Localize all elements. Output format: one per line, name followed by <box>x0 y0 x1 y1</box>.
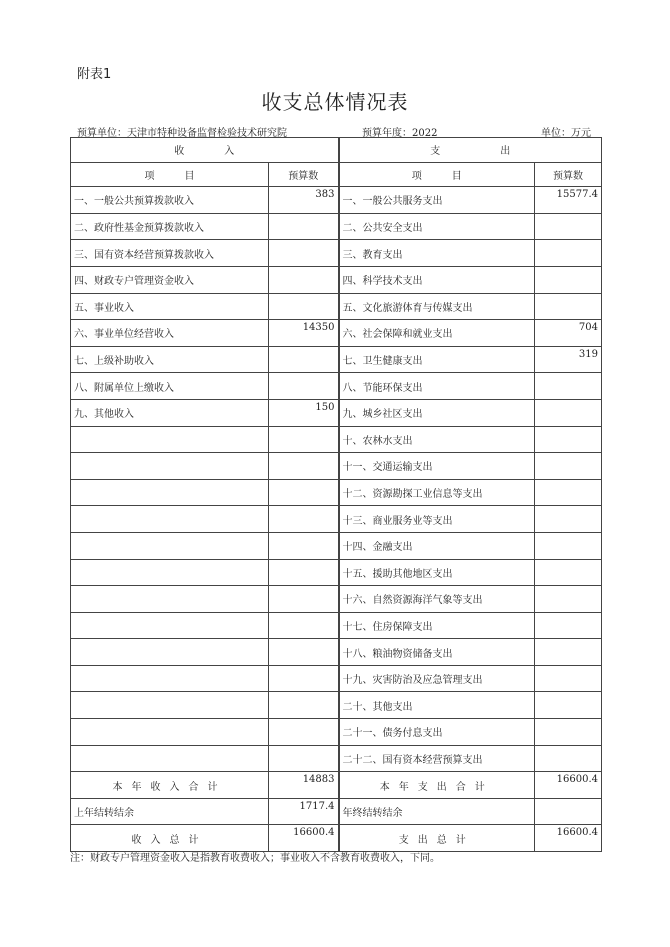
expense-item-cell: 一、一般公共服务支出 <box>339 187 535 214</box>
expense-value-cell <box>535 213 602 240</box>
income-item-cell: 六、事业单位经营收入 <box>71 320 269 347</box>
expense-value-cell <box>535 266 602 293</box>
income-value-cell <box>269 692 339 719</box>
expense-item-cell: 八、节能环保支出 <box>339 373 535 400</box>
expense-header: 支 出 <box>339 138 602 163</box>
currency-unit: 单位：万元 <box>541 128 591 139</box>
income-item-cell: 二、政府性基金预算拨款收入 <box>71 213 269 240</box>
income-item-cell <box>71 479 269 506</box>
expense-value-cell <box>535 506 602 533</box>
expense-value-cell <box>535 373 602 400</box>
expense-value-cell <box>535 692 602 719</box>
expense-item-cell: 十九、灾害防治及应急管理支出 <box>339 665 535 692</box>
grand-total-row <box>71 825 602 852</box>
table-row <box>71 213 602 240</box>
income-value-cell <box>269 719 339 746</box>
income-total-label: 收入总计 <box>71 825 269 852</box>
table-row <box>71 532 602 559</box>
table-row <box>71 266 602 293</box>
income-item-cell: 三、国有资本经营预算拨款收入 <box>71 240 269 267</box>
income-budget-header: 预算数 <box>269 162 339 187</box>
expense-total-label: 支出总计 <box>339 825 535 852</box>
income-value-cell <box>269 266 339 293</box>
income-value-cell <box>269 453 339 480</box>
income-item-cell: 八、附属单位上缴收入 <box>71 373 269 400</box>
expense-value-cell: 15577.4 <box>535 187 602 214</box>
expense-item-cell: 四、科学技术支出 <box>339 266 535 293</box>
expense-value-cell: 319 <box>535 346 602 373</box>
income-value-cell <box>269 559 339 586</box>
expense-value-cell <box>535 399 602 426</box>
expense-value-cell <box>535 293 602 320</box>
income-value-cell <box>269 532 339 559</box>
expense-value-cell <box>535 665 602 692</box>
budget-unit: 预算单位：天津市特种设备监督检验技术研究院 <box>77 128 287 139</box>
table-row <box>71 586 602 613</box>
expense-value-cell <box>535 639 602 666</box>
income-value-cell <box>269 745 339 772</box>
expense-value-cell <box>535 612 602 639</box>
income-total-value: 14883 <box>269 772 339 799</box>
expense-total-value <box>535 798 602 825</box>
expense-item-cell: 六、社会保障和就业支出 <box>339 320 535 347</box>
page-title: 收支总体情况表 <box>261 90 409 114</box>
expense-item-cell: 十一、交通运输支出 <box>339 453 535 480</box>
income-value-cell <box>269 426 339 453</box>
table-row <box>71 293 602 320</box>
income-total-value: 16600.4 <box>269 825 339 852</box>
income-item-cell <box>71 719 269 746</box>
table-row <box>71 479 602 506</box>
year-total-row <box>71 772 602 799</box>
income-value-cell: 383 <box>269 187 339 214</box>
income-value-cell <box>269 373 339 400</box>
table-row <box>71 612 602 639</box>
expense-item-cell: 二十、其他支出 <box>339 692 535 719</box>
expense-value-cell <box>535 586 602 613</box>
expense-value-cell <box>535 240 602 267</box>
income-value-cell <box>269 586 339 613</box>
expense-item-cell: 十、农林水支出 <box>339 426 535 453</box>
appendix-label: 附表1 <box>77 67 112 82</box>
table-row <box>71 426 602 453</box>
table-row <box>71 373 602 400</box>
expense-total-value: 16600.4 <box>535 772 602 799</box>
expense-budget-header: 预算数 <box>535 162 602 187</box>
expense-item-cell: 十七、住房保障支出 <box>339 612 535 639</box>
income-value-cell: 14350 <box>269 320 339 347</box>
expense-value-cell <box>535 559 602 586</box>
income-value-cell <box>269 665 339 692</box>
income-item-cell: 一、一般公共预算拨款收入 <box>71 187 269 214</box>
income-value-cell <box>269 240 339 267</box>
expense-item-cell: 十六、自然资源海洋气象等支出 <box>339 586 535 613</box>
income-item-cell <box>71 426 269 453</box>
table-row <box>71 719 602 746</box>
expense-item-cell: 九、城乡社区支出 <box>339 399 535 426</box>
budget-year: 预算年度：2022 <box>362 128 438 139</box>
income-value-cell <box>269 293 339 320</box>
table-row <box>71 506 602 533</box>
expense-item-cell: 五、文化旅游体育与传媒支出 <box>339 293 535 320</box>
table-row <box>71 187 602 214</box>
income-item-cell <box>71 532 269 559</box>
expense-item-cell: 十二、资源勘探工业信息等支出 <box>339 479 535 506</box>
income-total-label: 本年收入合计 <box>71 772 269 799</box>
income-item-cell <box>71 639 269 666</box>
expense-item-cell: 七、卫生健康支出 <box>339 346 535 373</box>
table-row <box>71 692 602 719</box>
table-row <box>71 559 602 586</box>
expense-value-cell: 704 <box>535 320 602 347</box>
column-header-row <box>71 162 602 187</box>
income-item-cell <box>71 506 269 533</box>
income-total-value: 1717.4 <box>269 798 339 825</box>
section-header-row <box>71 138 602 163</box>
table-row <box>71 240 602 267</box>
expense-value-cell <box>535 426 602 453</box>
income-item-cell <box>71 559 269 586</box>
income-item-cell <box>71 586 269 613</box>
income-total-label: 上年结转结余 <box>71 798 269 825</box>
income-header: 收 入 <box>71 138 339 163</box>
income-item-cell <box>71 692 269 719</box>
table-row <box>71 320 602 347</box>
expense-item-cell: 二、公共安全支出 <box>339 213 535 240</box>
income-value-cell <box>269 346 339 373</box>
income-item-cell <box>71 665 269 692</box>
table-row <box>71 399 602 426</box>
footnote: 注：财政专户管理资金收入是指教育收费收入；事业收入不含教育收费收入，下同。 <box>70 853 440 864</box>
income-value-cell <box>269 612 339 639</box>
table-row <box>71 665 602 692</box>
income-item-cell: 四、财政专户管理资金收入 <box>71 266 269 293</box>
expense-item-cell: 十八、粮油物资储备支出 <box>339 639 535 666</box>
expense-total-label: 年终结转结余 <box>339 798 535 825</box>
income-item-cell: 五、事业收入 <box>71 293 269 320</box>
expense-item-cell: 三、教育支出 <box>339 240 535 267</box>
income-item-cell <box>71 745 269 772</box>
table-row <box>71 453 602 480</box>
expense-value-cell <box>535 745 602 772</box>
income-value-cell <box>269 639 339 666</box>
table-row <box>71 346 602 373</box>
expense-item-cell: 二十二、国有资本经营预算支出 <box>339 745 535 772</box>
expense-item-cell: 十三、商业服务业等支出 <box>339 506 535 533</box>
budget-table <box>70 137 602 852</box>
carry-over-row <box>71 798 602 825</box>
income-item-cell: 九、其他收入 <box>71 399 269 426</box>
income-item-header: 项 目 <box>71 162 269 187</box>
table-row <box>71 639 602 666</box>
income-value-cell: 150 <box>269 399 339 426</box>
expense-item-cell: 二十一、债务付息支出 <box>339 719 535 746</box>
income-item-cell <box>71 612 269 639</box>
income-value-cell <box>269 213 339 240</box>
expense-total-label: 本年支出合计 <box>339 772 535 799</box>
expense-total-value: 16600.4 <box>535 825 602 852</box>
expense-value-cell <box>535 453 602 480</box>
expense-value-cell <box>535 719 602 746</box>
expense-value-cell <box>535 532 602 559</box>
expense-value-cell <box>535 479 602 506</box>
table-row <box>71 745 602 772</box>
expense-item-cell: 十五、援助其他地区支出 <box>339 559 535 586</box>
expense-item-header: 项 目 <box>339 162 535 187</box>
income-value-cell <box>269 479 339 506</box>
expense-item-cell: 十四、金融支出 <box>339 532 535 559</box>
income-value-cell <box>269 506 339 533</box>
income-item-cell <box>71 453 269 480</box>
income-item-cell: 七、上级补助收入 <box>71 346 269 373</box>
